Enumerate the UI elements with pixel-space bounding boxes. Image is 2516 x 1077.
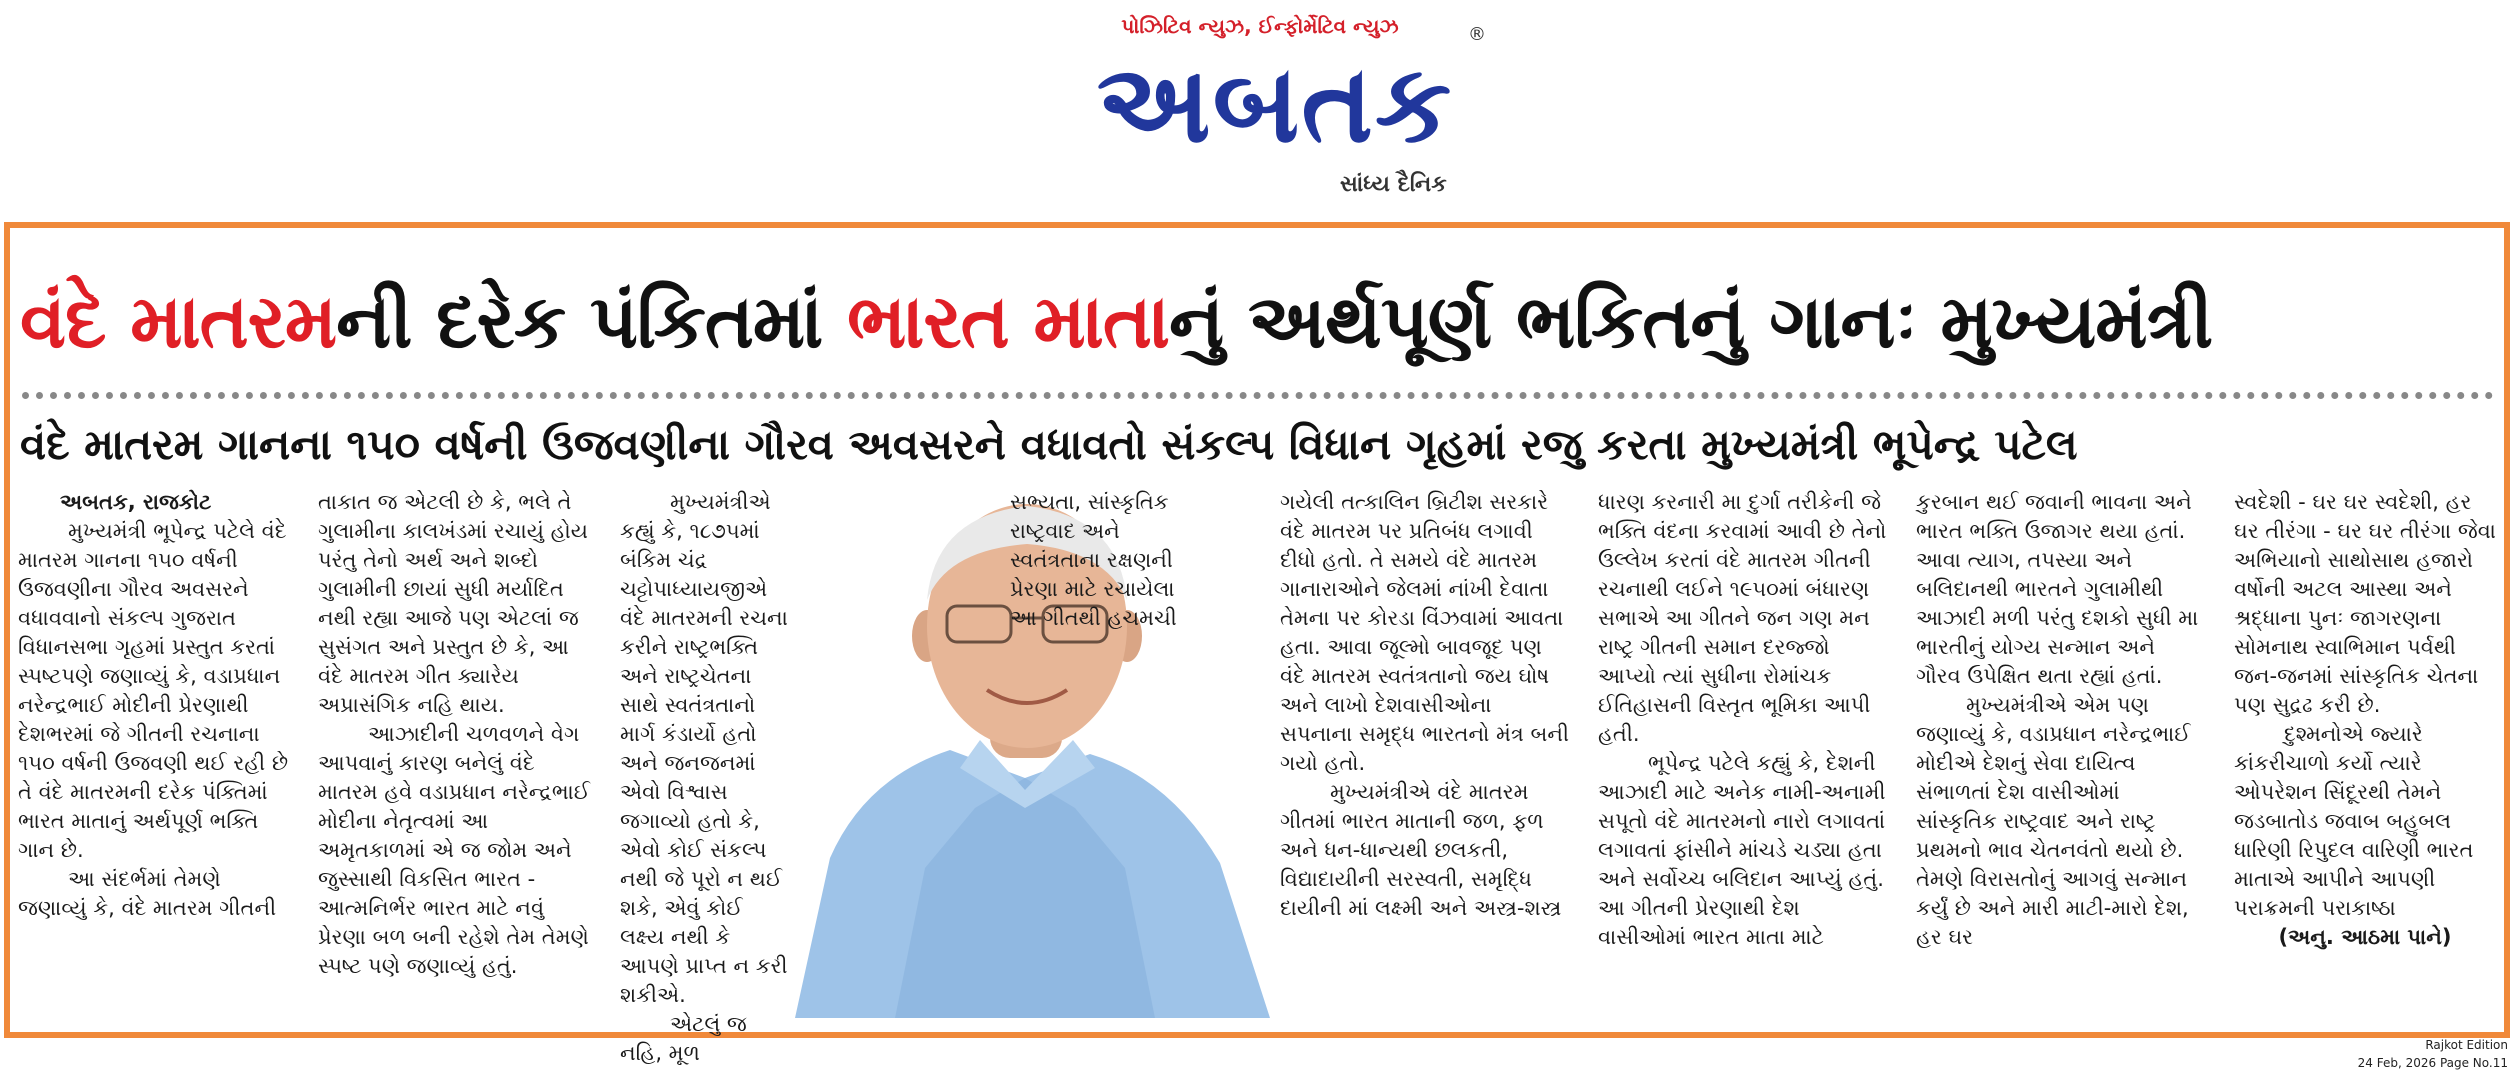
article-paragraph: ધારણ કરનારી મા દુર્ગા તરીકેની જે ભક્તિ વંદના કરવામાં આવી છે તેનો ઉલ્લેખ કરતાં વંદે માતરમ ગીતની રચનાથી લઈને ૧૯૫૦માં બંધારણ સભાએ આ ગીતને જન ગણ મન રાષ્ટ્ર ગીતની સમાન દરજ્જો આપ્યો ત્યાં સુધીના રોમાંચક ઈતિહાસની વિસ્તૃત ભૂમિકા આપી હતી. (1598, 490, 1887, 746)
article-column-5 (1280, 488, 1570, 1016)
headline (20, 262, 2500, 392)
article-paragraph: મુખ્યમંત્રીએ એમ પણ જણાવ્યું કે, વડાપ્રધાન નરેન્દ્રભાઈ મોદીએ દેશનું સેવા દાયિત્વ સંભાળતાં દેશ વાસીઓમાં સાંસ્કૃતિક રાષ્ટ્રવાદ અને રાષ્ટ્ર પ્રથમનો ભાવ ચેતનવંતો થયો છે. તેમણે વિરાસતોનું આગવું સન્માન કર્યું છે અને મારી માટી-મારો દેશ, હર ઘર (1916, 693, 2191, 949)
masthead (0, 0, 2516, 222)
subheadline: વંદે માતરમ ગાનના ૧૫૦ વર્ષની ઉજવણીના ગૌરવ અવસરને વધાવતો સંકલ્પ વિધાન ગૃહમાં રજુ કરતા મુખ્યમંત્રી ભૂપેન્દ્ર પટેલ (20, 420, 2078, 469)
article-paragraph: સભ્યતા, સાંસ્કૃતિક રાષ્ટ્રવાદ અને સ્વતંત્રતાના રક્ષણની પ્રેરણા માટે રચાયેલા આ ગીતથી હચમચી (1010, 490, 1177, 630)
article-column-1 (18, 488, 290, 1016)
article-paragraph: આઝાદીની ચળવળને વેગ આપવાનું કારણ બનેલું વંદે માતરમ હવે વડાપ્રધાન નરેન્દ્રભાઈ મોદીના નેતૃત્વમાં આ અમૃતકાળમાં એ જ જોમ અને જુસ્સાથી વિકસિત ભારત - આત્મનિર્ભર ભારત માટે નવું પ્રેરણા બળ બની રહેશે તેમ તેમણે સ્પષ્ટ પણે જણાવ્યું હતું. (318, 722, 590, 978)
article-column-6 (1598, 488, 1888, 1016)
dotted-divider (22, 392, 2494, 399)
edition-info (2358, 1036, 2508, 1072)
article-column-2 (318, 488, 590, 1016)
article-paragraph: સ્વદેશી - ઘર ઘર સ્વદેશી, હર ઘર તીરંગા - ઘર ઘર તીરંગા જેવા અભિયાનો સાથોસાથ હજારો વર્ષોની અટલ આસ્થા અને શ્રદ્ધાના પુનઃ જાગરણના સોમનાથ સ્વાભિમાન પર્વથી જન-જનમાં સાંસ્કૃતિક ચેતના પણ સુદ્રઢ કરી છે. (2234, 490, 2496, 717)
article-paragraph: તાકાત જ એટલી છે કે, ભલે તે ગુલામીના કાલખંડમાં રચાયું હોય પરંતુ તેનો અર્થ અને શબ્દો ગુલામીની છાયાં સુધી મર્યાદિત નથી રહ્યા આજે પણ એટલાં જ સુસંગત અને પ્રસ્તુત છે કે, આ વંદે માતરમ ગીત ક્યારેય અપ્રાસંગિક નહિ થાય. (318, 490, 588, 717)
headline-part3: ભારત માતા (847, 279, 1170, 365)
headline-part1: વંદે માતરમ (20, 279, 337, 365)
registered-mark: ® (1468, 24, 1486, 45)
article-paragraph: એટલું જ નહિ, મૂળ (620, 1012, 747, 1065)
headline-part2: ની દરેક પંકિતમાં (336, 279, 848, 365)
article-paragraph: ભૂપેન્દ્ર પટેલે કહ્યું કે, દેશની આઝાદી માટે અનેક નામી-અનામી સપૂતો વંદે માતરમનો નારો લગાવતાં લગાવતાં ફાંસીને માંચડે ચડ્યા હતા અને સર્વોચ્ચ બલિદાન આપ્યું હતું. આ ગીતની પ્રેરણાથી દેશ વાસીઓમાં ભારત માતા માટે (1598, 751, 1886, 949)
article-paragraph: મુખ્યમંત્રીએ કહ્યું કે, ૧૮૭૫માં બંકિમ ચંદ્ર ચટ્ટોપાધ્યાયજીએ વંદે માતરમની રચના કરીને રાષ્ટ્રભક્તિ અને રાષ્ટ્રચેતના સાથે સ્વતંત્રતાનો માર્ગ કંડાર્યો હતો અને જનજનમાં એવો વિશ્વાસ જગાવ્યો હતો કે, એવો કોઈ સંકલ્પ નથી જે પૂરો ન થઈ શકે, એવું કોઈ લક્ષ્ય નથી કે આપણે પ્રાપ્ત ન કરી શકીએ. (620, 490, 788, 1007)
masthead-tagline: પોઝિટિવ ન્યુઝ, ઈન્ફોર્મેટિવ ન્યુઝ (1121, 14, 1399, 38)
article-paragraph: આ સંદર્ભમાં તેમણે જણાવ્યું કે, વંદે માતરમ ગીતની (18, 867, 277, 920)
article-paragraph: મુખ્યમંત્રીએ વંદે માતરમ ગીતમાં ભારત માતાની જળ, ફળ અને ધન-ધાન્યથી છલકતી, વિદ્યાદાયીની સરસ્વતી, સમૃદ્ધિ દાયીની માં લક્ષ્મી અને અસ્ત્ર-શસ્ત્ર (1280, 780, 1562, 920)
article-column-8 (2234, 488, 2496, 1016)
article-column-7 (1916, 488, 2206, 1016)
newspaper-logo: અબતક (1096, 42, 1454, 167)
edition-name: Rajkot Edition (2425, 1038, 2508, 1052)
headline-part4: નું અર્થપૂર્ણ ભકિતનું ગાનઃ મુખ્યમંત્રી (1169, 279, 2213, 365)
article-column-3 (620, 488, 788, 1065)
edition-type: સાંધ્ય દૈનિક (1340, 172, 1447, 197)
article-paragraph: કુરબાન થઈ જવાની ભાવના અને ભારત ભક્તિ ઉજાગર થયા હતાં. આવા ત્યાગ, તપસ્યા અને બલિદાનથી ભારતને ગુલામીથી આઝાદી મળી પરંતુ દશકો સુધી મા ભારતીનું યોગ્ય સન્માન અને ગૌરવ ઉપેક્ષિત થતા રહ્યાં હતાં. (1916, 490, 2199, 688)
article-paragraph: ગયેલી તત્કાલિન બ્રિટીશ સરકારે વંદે માતરમ પર પ્રતિબંધ લગાવી દીધો હતો. તે સમયે વંદે માતરમ ગાનારાઓને જેલમાં નાંખી દેવાતા તેમના પર કોરડા વિંઝવામાં આવતા હતા. આવા જૂલ્મો બાવજૂદ પણ વંદે માતરમ સ્વતંત્રતાનો જય ઘોષ અને લાખો દેશવાસીઓના સપનાના સમૃદ્ધ ભારતનો મંત્ર બની ગયો હતો. (1280, 490, 1569, 775)
article-paragraph: દુશ્મનોએ જ્યારે કાંકરીચાળો કર્યો ત્યારે ઓપરેશન સિંદૂરથી તેમને જડબાતોડ જવાબ બહુબલ ધારિણી રિપુદલ વારિણી ભારત માતાએ આપીને આપણી પરાક્રમની પરાકાષ્ઠા (2234, 722, 2474, 920)
dateline: અબતક, રાજકોટ (60, 490, 212, 514)
article-paragraph: મુખ્યમંત્રી ભૂપેન્દ્ર પટેલે વંદે માતરમ ગાનના ૧૫૦ વર્ષની ઉજવણીના ગૌરવ અવસરને વધાવવાનો સંકલ્પ ગુજરાત વિધાનસભા ગૃહમાં પ્રસ્તુત કરતાં સ્પષ્ટપણે જણાવ્યું કે, વડાપ્રધાન નરેન્દ્રભાઈ મોદીની પ્રેરણાથી દેશભરમાં જે ગીતની રચનાના ૧૫૦ વર્ષની ઉજવણી થઈ રહી છે તે વંદે માતરમની દરેક પંક્તિમાં ભારત માતાનું અર્થપૂર્ણ ભક્તિ ગાન છે. (18, 519, 289, 862)
edition-date-page: 24 Feb, 2026 Page No.11 (2357, 1056, 2508, 1070)
continued-note: (અનુ. આઠમા પાને) (2278, 925, 2452, 949)
article-column-4 (1010, 488, 1190, 788)
